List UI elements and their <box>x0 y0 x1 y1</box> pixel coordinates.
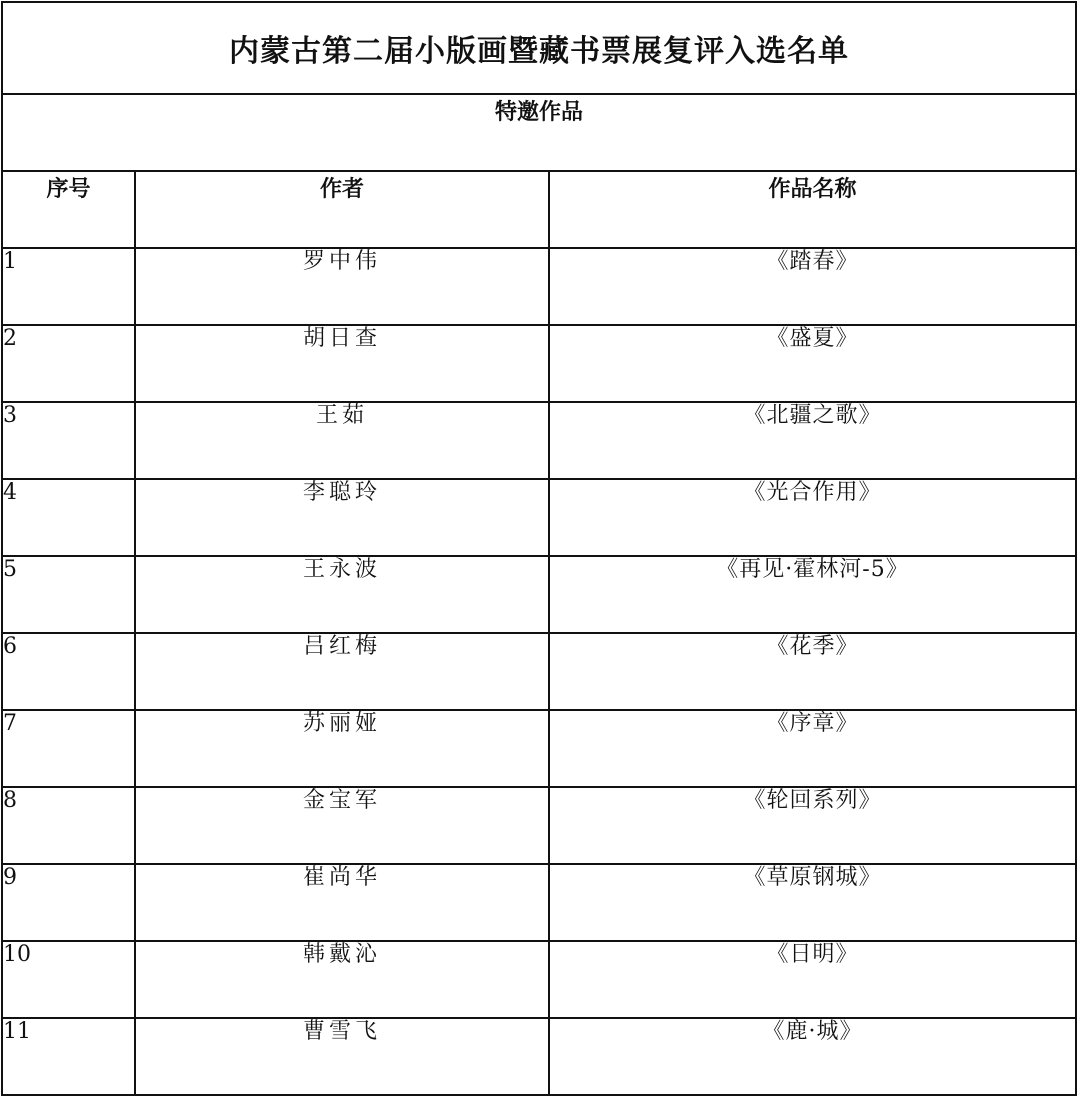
title-row <box>2 2 1076 94</box>
section-row <box>2 94 1076 171</box>
author-name: 曹雪飞 <box>135 1018 549 1095</box>
column-header-number: 序号 <box>2 171 135 248</box>
work-title: 《序章》 <box>549 710 1076 787</box>
section-heading: 特邀作品 <box>2 94 1076 171</box>
column-header-author: 作者 <box>135 171 549 248</box>
column-header-work-title: 作品名称 <box>549 171 1076 248</box>
row-number: 1 <box>2 248 135 325</box>
table-row <box>2 633 1076 710</box>
row-number: 6 <box>2 633 135 710</box>
row-number: 8 <box>2 787 135 864</box>
table-row <box>2 864 1076 941</box>
work-title: 《盛夏》 <box>549 325 1076 402</box>
work-title: 《踏春》 <box>549 248 1076 325</box>
author-name: 金宝军 <box>135 787 549 864</box>
row-number: 5 <box>2 556 135 633</box>
author-name: 王茹 <box>135 402 549 479</box>
row-number: 11 <box>2 1018 135 1095</box>
table-row <box>2 710 1076 787</box>
selection-list-table <box>1 1 1077 1096</box>
table-row <box>2 941 1076 1018</box>
row-number: 7 <box>2 710 135 787</box>
table-row <box>2 325 1076 402</box>
row-number: 2 <box>2 325 135 402</box>
document-title: 内蒙古第二届小版画暨藏书票展复评入选名单 <box>2 2 1076 94</box>
author-name: 李聪玲 <box>135 479 549 556</box>
table-row <box>2 479 1076 556</box>
row-number: 3 <box>2 402 135 479</box>
work-title: 《花季》 <box>549 633 1076 710</box>
table-head <box>2 2 1076 248</box>
author-name: 胡日查 <box>135 325 549 402</box>
table-row <box>2 248 1076 325</box>
work-title: 《再见·霍林河-5》 <box>549 556 1076 633</box>
author-name: 崔尚华 <box>135 864 549 941</box>
work-title: 《日明》 <box>549 941 1076 1018</box>
author-name: 王永波 <box>135 556 549 633</box>
author-name: 韩戴沁 <box>135 941 549 1018</box>
author-name: 吕红梅 <box>135 633 549 710</box>
column-header-row <box>2 171 1076 248</box>
table-row <box>2 402 1076 479</box>
table-row <box>2 1018 1076 1095</box>
work-title: 《光合作用》 <box>549 479 1076 556</box>
work-title: 《草原钢城》 <box>549 864 1076 941</box>
work-title: 《轮回系列》 <box>549 787 1076 864</box>
author-name: 罗中伟 <box>135 248 549 325</box>
table-body <box>2 248 1076 1095</box>
table-row <box>2 787 1076 864</box>
table-row <box>2 556 1076 633</box>
author-name: 苏丽娅 <box>135 710 549 787</box>
row-number: 10 <box>2 941 135 1018</box>
row-number: 9 <box>2 864 135 941</box>
row-number: 4 <box>2 479 135 556</box>
work-title: 《鹿·城》 <box>549 1018 1076 1095</box>
work-title: 《北疆之歌》 <box>549 402 1076 479</box>
